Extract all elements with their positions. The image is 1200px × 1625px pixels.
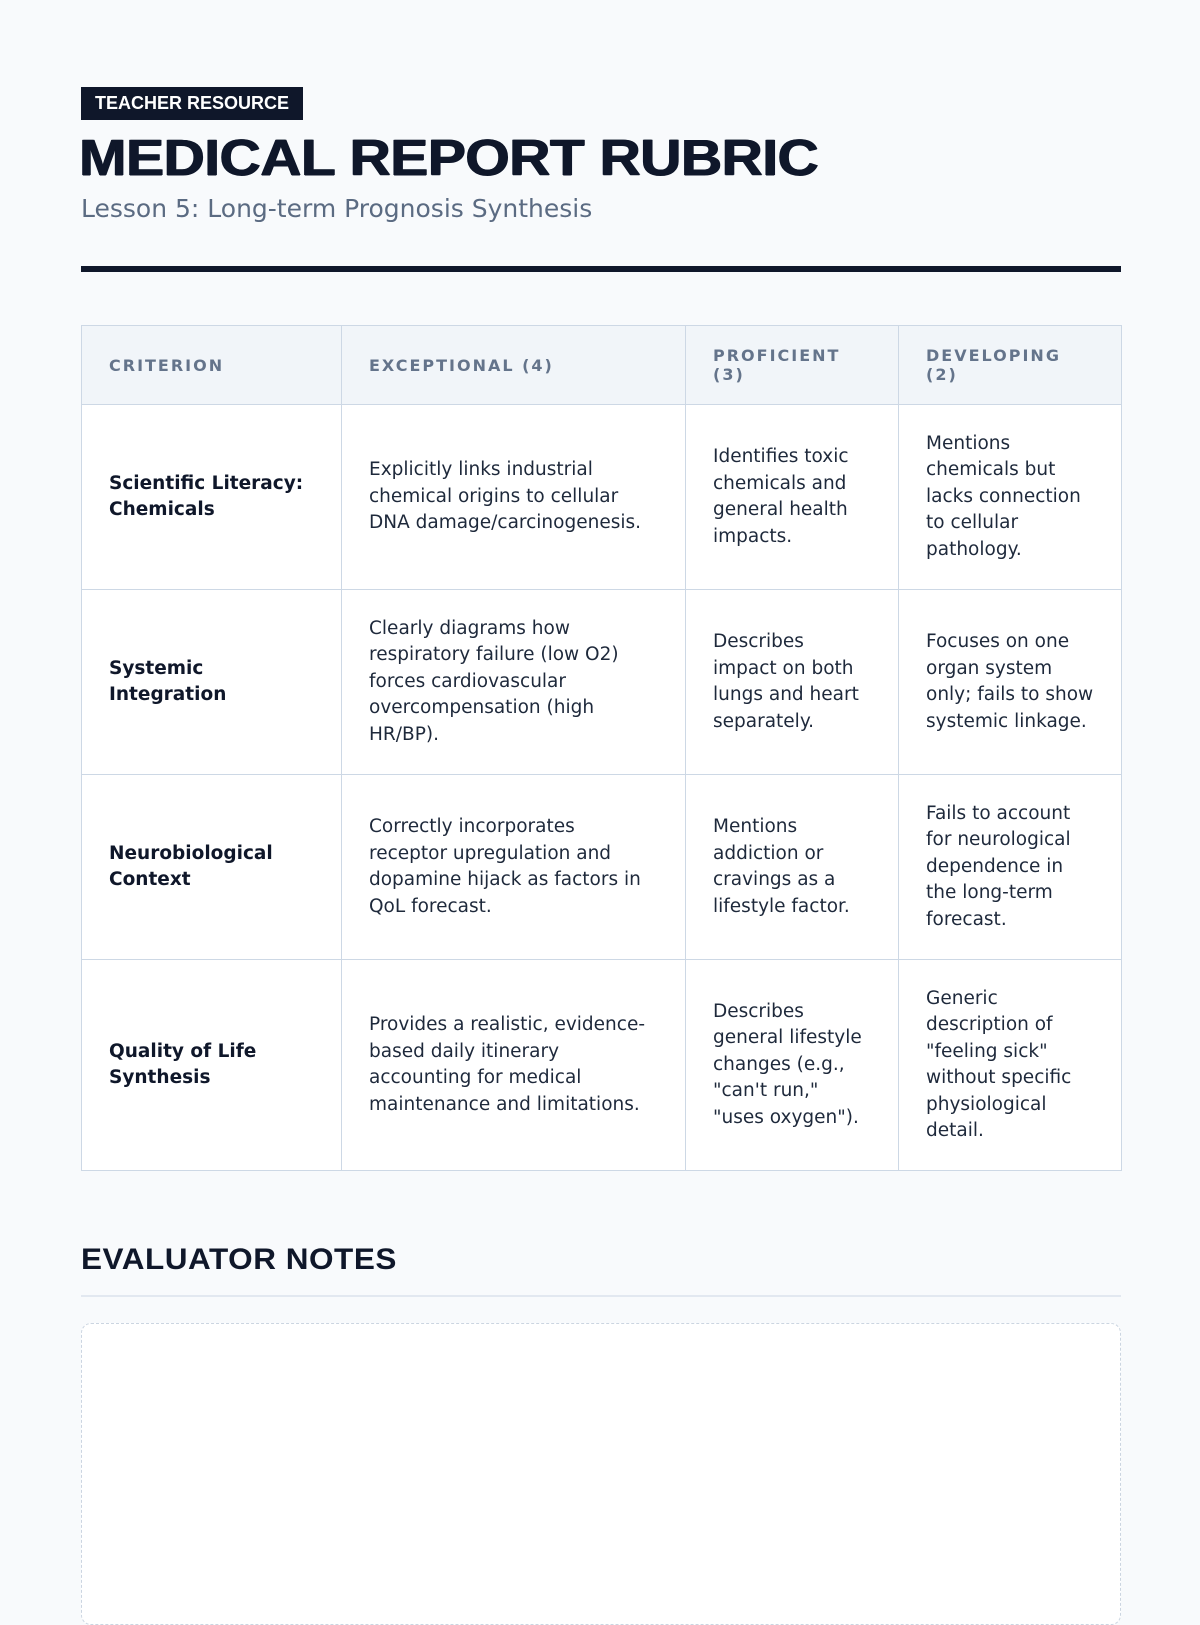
table-row	[82, 960, 1122, 1171]
page-subtitle: Lesson 5: Long-term Prognosis Synthesis	[81, 194, 593, 223]
criterion-cell: Scientific Literacy: Chemicals	[82, 405, 342, 590]
teacher-resource-badge: TEACHER RESOURCE	[81, 87, 303, 120]
rubric-page	[81, 87, 1121, 1625]
proficient-cell: Describes general lifestyle changes (e.g., "can't run," "uses oxygen").	[686, 960, 899, 1171]
developing-cell: Fails to account for neurological dependence in the long-term forecast.	[899, 775, 1122, 960]
table-row	[82, 775, 1122, 960]
exceptional-cell: Correctly incorporates receptor upregulation and dopamine hijack as factors in QoL forecast.	[342, 775, 686, 960]
table-header-row	[82, 326, 1122, 405]
proficient-cell: Mentions addiction or cravings as a lifestyle factor.	[686, 775, 899, 960]
column-header-criterion: CRITERION	[82, 326, 342, 405]
rubric-table	[81, 325, 1122, 1171]
developing-cell: Generic description of "feeling sick" without specific physiological detail.	[899, 960, 1122, 1171]
developing-cell: Focuses on one organ system only; fails to show systemic linkage.	[899, 590, 1122, 775]
exceptional-cell: Provides a realistic, evidence-based daily itinerary accounting for medical maintenance and limitations.	[342, 960, 686, 1171]
table-row	[82, 590, 1122, 775]
developing-cell: Mentions chemicals but lacks connection to cellular pathology.	[899, 405, 1122, 590]
page-title: MEDICAL REPORT RUBRIC	[79, 129, 819, 186]
criterion-cell: Quality of Life Synthesis	[82, 960, 342, 1171]
column-header-exceptional: EXCEPTIONAL (4)	[342, 326, 686, 405]
column-header-proficient: PROFICIENT (3)	[686, 326, 899, 405]
table-row	[82, 405, 1122, 590]
column-header-developing: DEVELOPING (2)	[899, 326, 1122, 405]
exceptional-cell: Clearly diagrams how respiratory failure (low O2) forces cardiovascular overcompensation (high HR/BP).	[342, 590, 686, 775]
proficient-cell: Describes impact on both lungs and heart separately.	[686, 590, 899, 775]
header-divider	[81, 266, 1121, 272]
exceptional-cell: Explicitly links industrial chemical origins to cellular DNA damage/carcinogenesis.	[342, 405, 686, 590]
proficient-cell: Identifies toxic chemicals and general health impacts.	[686, 405, 899, 590]
criterion-cell: Neurobiological Context	[82, 775, 342, 960]
evaluator-notes-area[interactable]	[81, 1323, 1121, 1625]
notes-divider	[81, 1295, 1121, 1297]
criterion-cell: Systemic Integration	[82, 590, 342, 775]
evaluator-notes-title: EVALUATOR NOTES	[81, 1243, 397, 1276]
